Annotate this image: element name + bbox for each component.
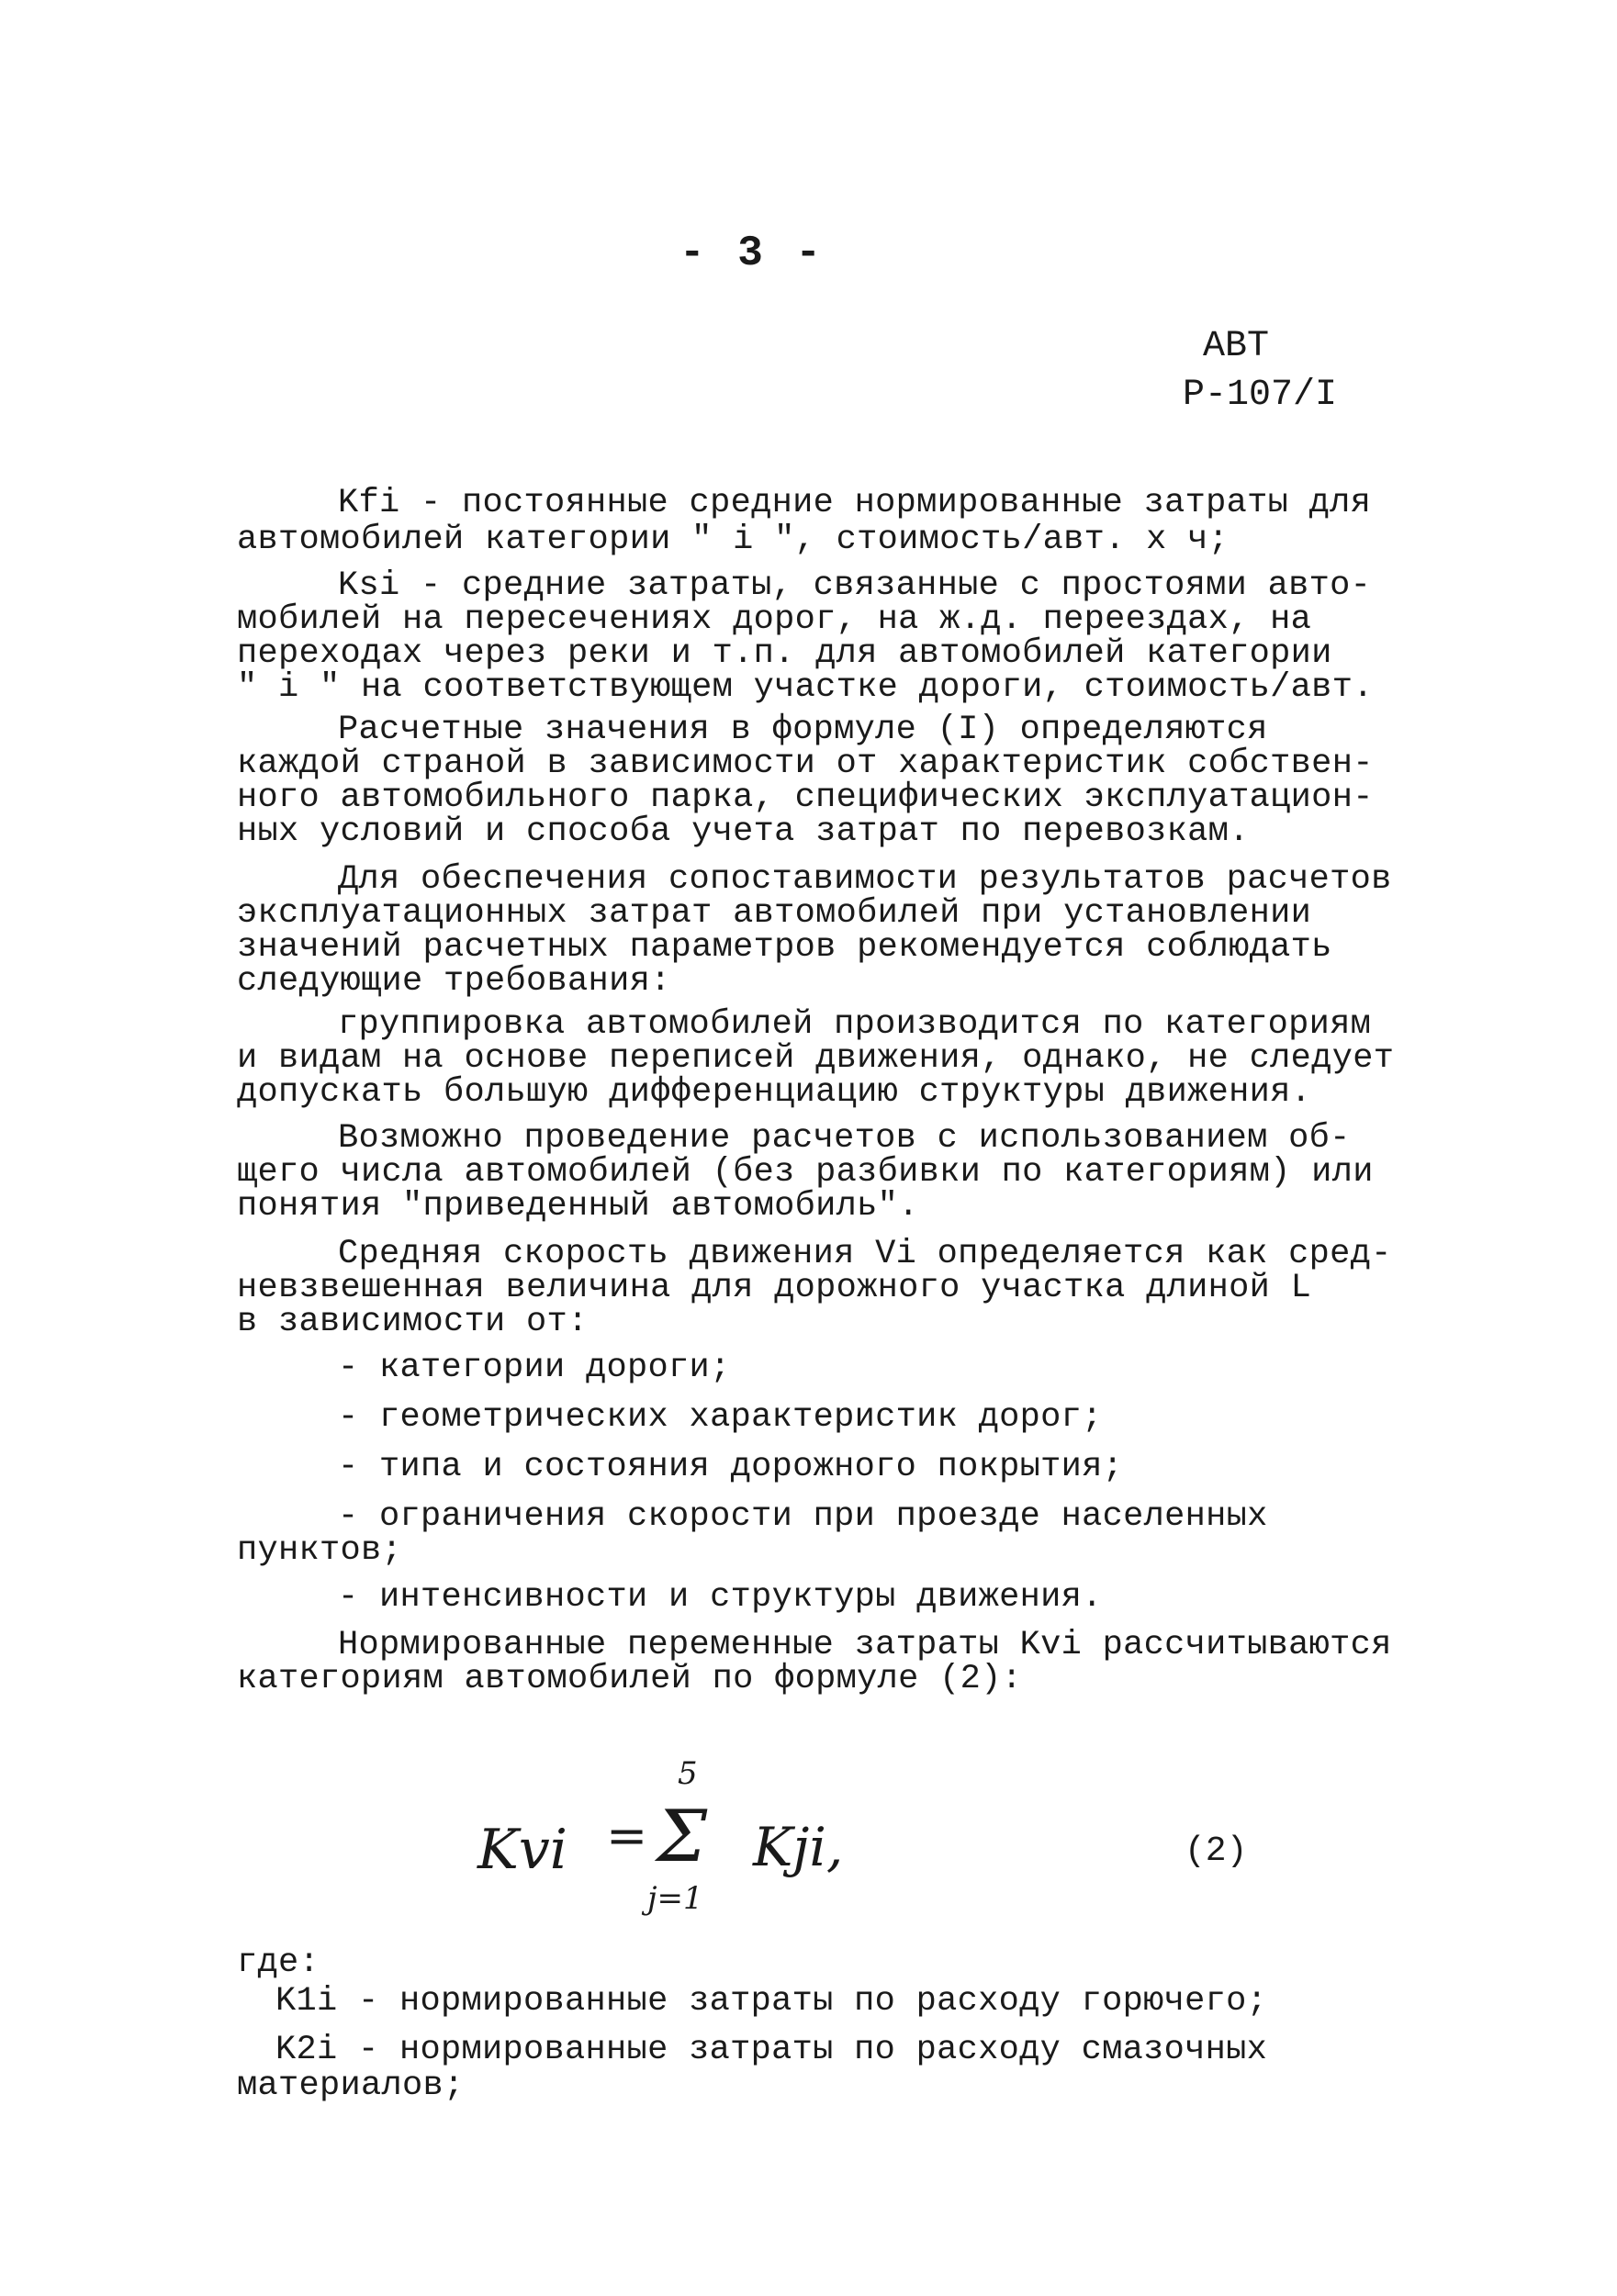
text-line: значений расчетных параметров рекомендуется соблюдать [237,928,1332,967]
text-line: эксплуатационных затрат автомобилей при установлении [237,894,1312,933]
formula-lower-limit: j=1 [647,1880,703,1917]
text-line: где: [237,1943,320,1982]
text-line: щего числа автомобилей (без разбивки по категориям) или [237,1153,1374,1192]
text-line: группировка автомобилей производится по категориям [338,1005,1372,1044]
equation-number: (2) [1185,1831,1248,1871]
formula-upper-limit: 5 [678,1755,698,1792]
text-line: K2i - нормированные затраты по расходу смазочных [275,2031,1268,2069]
text-line: в зависимости от: [237,1303,589,1341]
text-line: Средняя скорость движения Vi определяется как сред- [338,1235,1392,1273]
text-line: невзвешенная величина для дорожного участка длиной L [237,1269,1312,1307]
page-number: - 3 - [679,230,825,277]
text-line: мобилей на пересечениях дорог, на ж.д. переездах, на [237,600,1312,639]
text-line: Расчетные значения в формуле (I) определяются [338,711,1268,749]
text-line: переходах через реки и т.п. для автомобилей категории [237,634,1332,673]
list-item: - типа и состояния дорожного покрытия; [338,1448,1124,1486]
formula-equals: = [606,1807,648,1865]
text-line: понятия "приведенный автомобиль". [237,1187,919,1226]
text-line: Для обеспечения сопоставимости результатов расчетов [338,860,1392,899]
formula-sum-sign: Σ [657,1796,708,1878]
list-item: - геометрических характеристик дорог; [338,1398,1103,1437]
document-code-line-1: АВТ [1203,326,1270,367]
text-line: и видам на основе переписей движения, однако, не следует [237,1039,1395,1078]
text-line: категориям автомобилей по формуле (2): [237,1660,1023,1698]
text-line: Нормированные переменные затраты Kvi рассчитываются [338,1626,1392,1664]
formula-2 [477,1755,1212,1928]
document-code-line-2: Р-107/I [1183,375,1338,416]
text-line: Возможно проведение расчетов с использованием об- [338,1119,1351,1158]
text-line: ных условий и способа учета затрат по перевозкам. [237,812,1250,851]
list-item: - интенсивности и структуры движения. [338,1578,1103,1617]
text-line: Kfi - постоянные средние нормированные затраты для [338,484,1372,522]
formula-term: Kji, [753,1816,844,1878]
formula-lhs: Kvi [477,1818,567,1882]
text-line: следующие требования: [237,962,671,1001]
text-line: каждой страной в зависимости от характеристик собствен- [237,745,1374,783]
text-line: автомобилей категории " i ", стоимость/авт. x ч; [237,521,1230,559]
text-line: материалов; [237,2066,465,2105]
list-item: - ограничения скорости при проезде населенных [338,1497,1268,1536]
text-line: " i " на соответствующем участке дороги, стоимость/авт. [237,668,1374,707]
list-item: пунктов; [237,1531,403,1570]
text-line: K1i - нормированные затраты по расходу горючего; [275,1982,1268,2021]
text-line: Ksi - средние затраты, связанные с простоями авто- [338,566,1372,605]
text-line: ного автомобильного парка, специфических эксплуатацион- [237,778,1374,817]
text-line: допускать большую дифференциацию структуры движения. [237,1073,1312,1112]
list-item: - категории дороги; [338,1349,731,1387]
